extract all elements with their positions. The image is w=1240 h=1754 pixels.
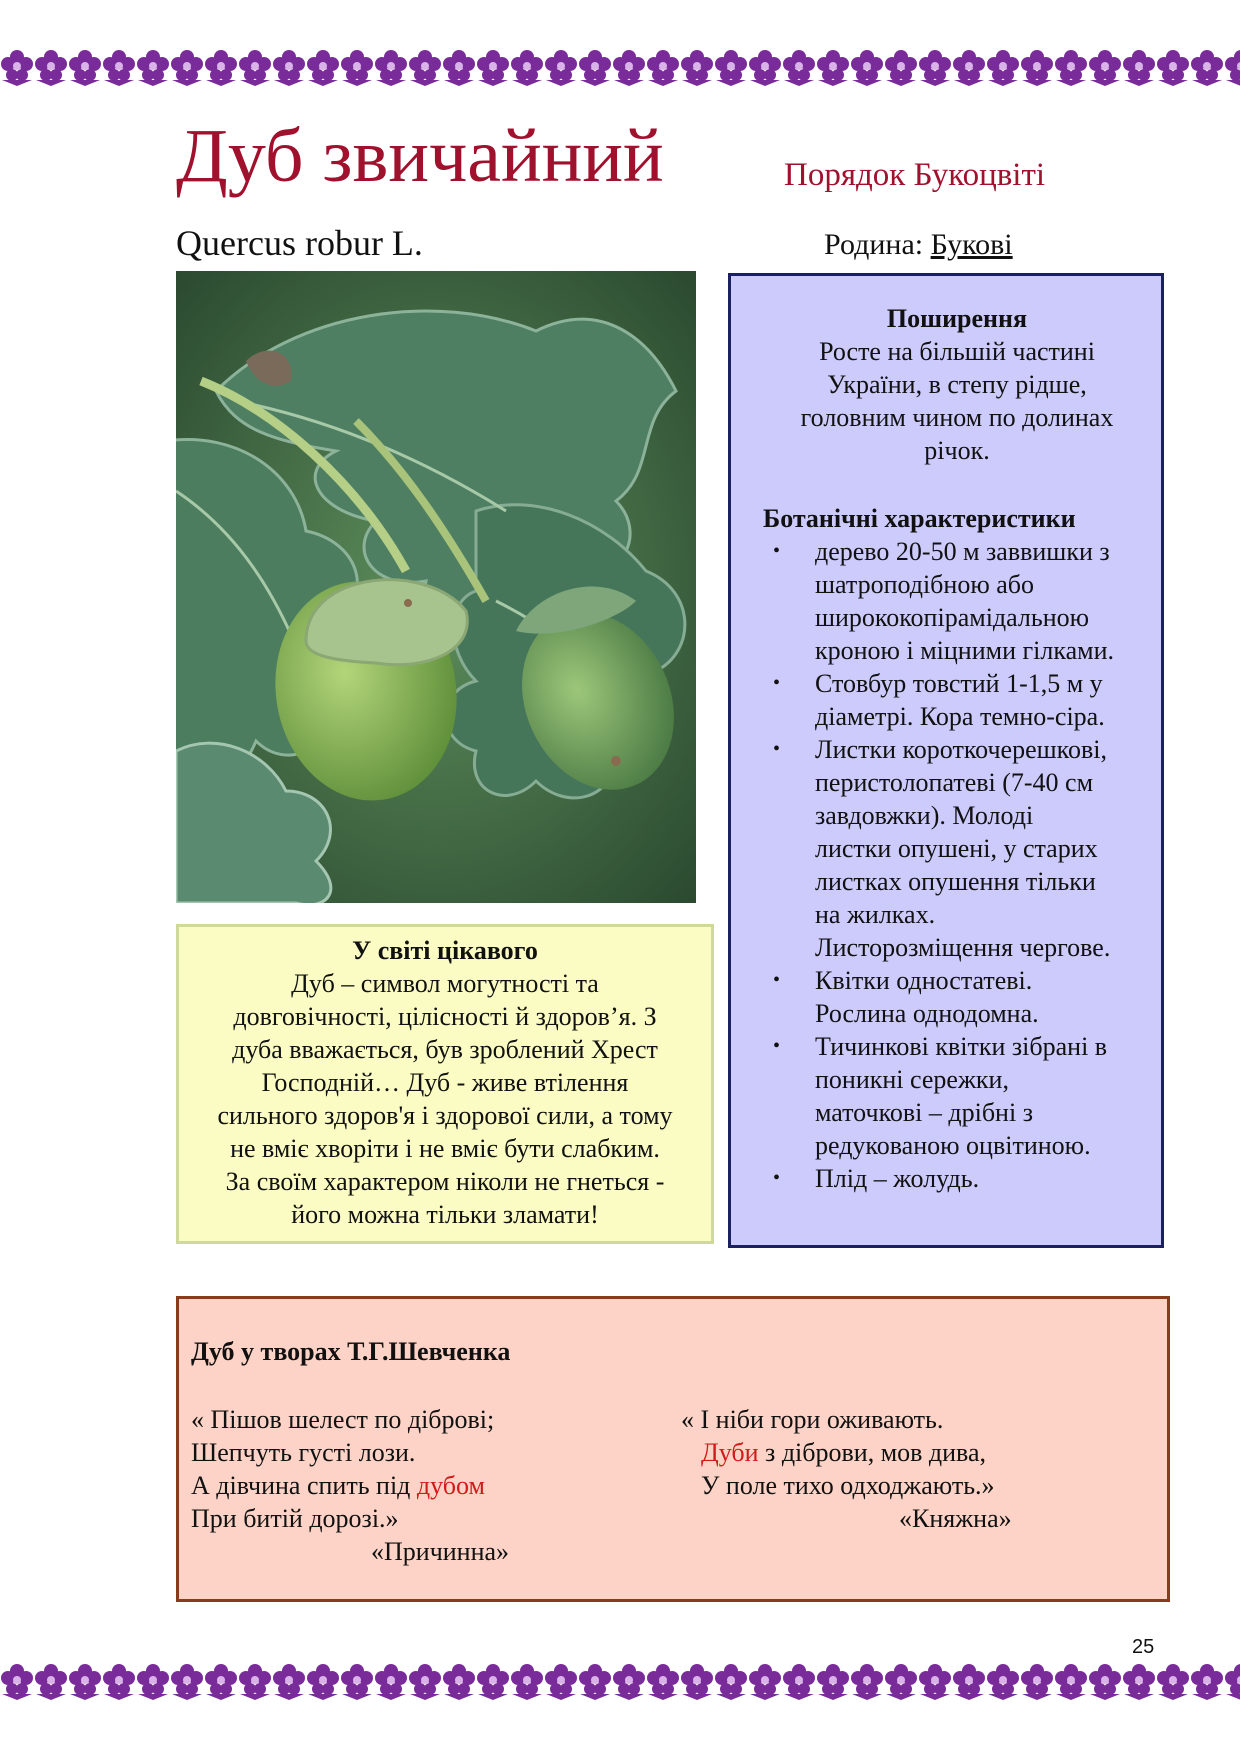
poem-line: У поле тихо одходжають.» [701,1471,995,1500]
poem-line: « І ніби гори оживають. [681,1405,944,1434]
page-number: 25 [1132,1636,1155,1658]
botany-list [763,535,1151,1195]
botany-item-line: кроною і міцними гілками. [815,636,1114,665]
ornament-border-top [0,46,1240,90]
fact-line: За своїм характером ніколи не гнеться - [225,1167,665,1196]
botany-item [763,733,1151,964]
bullet-icon: • [773,969,781,991]
bullet-icon: • [773,738,781,760]
page-title: Дуб звичайний [176,114,664,198]
latin-name: Quercus robur L. [176,223,423,263]
botany-item [763,535,1151,667]
poem-line: Шепчуть густі лози. [191,1438,416,1467]
distribution-line: річок. [924,436,990,465]
poem-kniazhna [681,1403,1012,1535]
botany-item-line: Рослина однодомна. [815,999,1039,1028]
botany-item-line: на жилках. [815,900,936,929]
shevchenko-poems-box [176,1296,1170,1602]
poem-source: «Княжна» [899,1504,1012,1533]
fact-line: не вміє хворіти і не вміє бути слабким. [230,1134,660,1163]
botany-item-line: Квітки одностатеві. [815,966,1033,995]
distribution-heading: Поширення [886,304,1028,333]
characteristics-box [728,273,1164,1248]
bullet-icon: • [773,540,781,562]
botany-item-line: листках опушення тільки [815,867,1096,896]
bullet-icon: • [773,1167,781,1189]
botany-item-line: Листорозміщення чергове. [815,933,1111,962]
botany-item-line: редукованою оцвітиною. [815,1131,1091,1160]
botany-item-line: Листки короткочерешкові, [815,735,1107,764]
ornament-border-bottom [0,1660,1240,1704]
fact-line: сильного здоров'я і здорової сили, а тому [217,1101,673,1130]
family-link[interactable]: Букові [930,228,1013,261]
plant-family [824,228,1013,262]
interesting-facts-box [176,924,714,1244]
plant-order: Порядок Букоцвіті [784,157,1046,193]
bullet-icon: • [773,1035,781,1057]
botany-item-line: діаметрі. Кора темно-сіра. [815,702,1105,731]
botany-item [763,1030,1151,1162]
botany-item-line: перистолопатеві (7-40 см [815,768,1094,797]
poem-line: « Пішов шелест по діброві; [191,1405,495,1434]
fact-line: його можна тільки зламати! [291,1200,599,1229]
distribution-line: головним чином по долинах [800,403,1114,432]
botany-item-line: Стовбур товстий 1-1,5 м у [815,669,1103,698]
poem-source: «Причинна» [371,1537,510,1566]
botany-heading: Ботанічні характеристики [763,504,1076,533]
botany-item [763,1162,1151,1195]
botany-item-line: маточкові – дрібні з [815,1098,1033,1127]
poems-heading: Дуб у творах Т.Г.Шевченка [191,1337,511,1366]
poem-line [681,1436,1012,1469]
botany-item-line: Тичинкові квітки зібрані в [815,1032,1108,1061]
distribution-line: Росте на більшій частині [819,337,1095,366]
botany-item-line: ширококопірамідальною [815,603,1090,632]
botany-item-line: завдовжки). Молоді [815,801,1034,830]
interesting-facts-heading: У світі цікавого [352,936,538,965]
highlighted-word: Дуби [701,1438,759,1467]
poem-text: А дівчина спить під [191,1471,417,1500]
botany-item [763,667,1151,733]
family-label: Родина: [824,228,931,261]
distribution-line: України, в степу рідше, [827,370,1087,399]
bullet-icon: • [773,672,781,694]
fact-line: Господній… Дуб - живе втілення [261,1068,629,1097]
poem-line [191,1469,509,1502]
poem-text: з діброви, мов дива, [758,1438,987,1467]
fact-line: довговічності, цілісності й здоров’я. З [233,1002,657,1031]
poem-line: При битій дорозі.» [191,1504,399,1533]
fact-line: Дуб – символ могутності та [291,969,599,998]
botany-item-line: дерево 20-50 м заввишки з [815,537,1110,566]
botany-item-line: Плід – жолудь. [815,1164,980,1193]
highlighted-word: дубом [416,1471,485,1500]
botany-item-line: шатроподібною або [815,570,1035,599]
oak-acorn-photo [176,271,696,903]
botany-item [763,964,1151,1030]
botany-item-line: поникні сережки, [815,1065,1009,1094]
botany-item-line: листки опушені, у старих [815,834,1098,863]
poem-prychynna [191,1403,509,1568]
fact-line: дуба вважається, був зроблений Хрест [232,1035,658,1064]
